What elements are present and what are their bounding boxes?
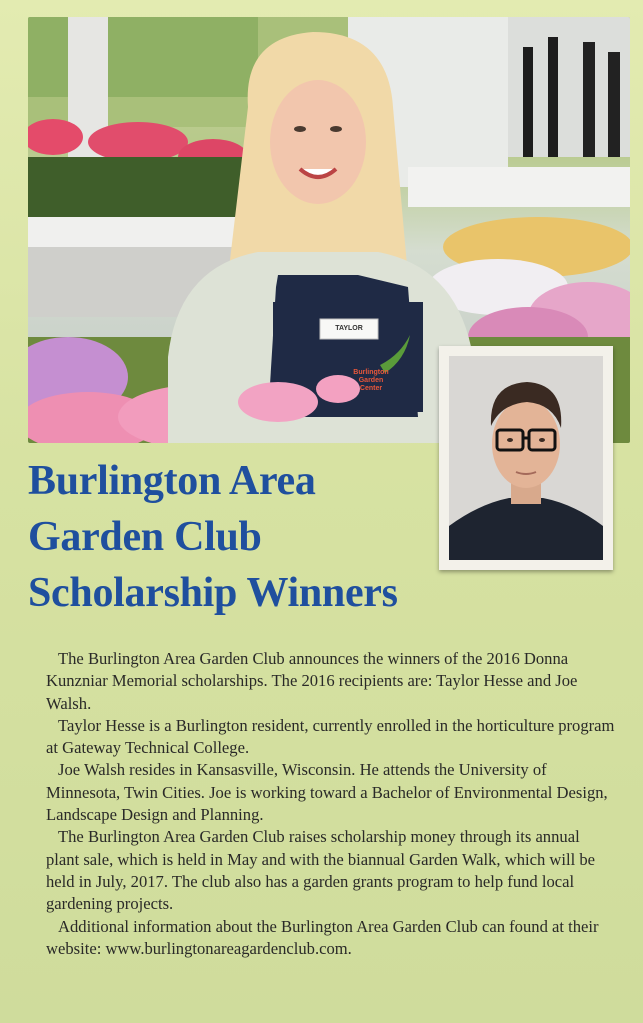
paragraph-announcement: The Burlington Area Garden Club announces the winners of the 2016 Donna Kunzniar Memorial scholarships. The 2016 recipients are: Taylor Hesse and Joe Walsh. [46, 649, 578, 713]
title-line: Burlington Area [28, 458, 316, 504]
title-line: Scholarship Winners [28, 570, 398, 616]
apron-logo-text: Burlington Garden Center [353, 369, 389, 392]
joe-photo [449, 356, 603, 560]
article-body [46, 648, 616, 960]
paragraph-fundraising: The Burlington Area Garden Club raises scholarship money through its annual plant sale, which is held in May and with the biannual Garden Walk, which will be held in July, 2017. The club also has a garden grants program to help fund local gardening projects. [46, 827, 596, 914]
paragraph-website: Additional information about the Burlington Area Garden Club can found at their website: www.burlingtonareagardenclub.com. [46, 916, 599, 958]
paragraph-joe: Joe Walsh resides in Kansasville, Wisconsin. He attends the University of Minnesota, Twin Cities. Joe is working toward a Bachelor of Environmental Design, Landscape Design and Planning. [46, 760, 608, 825]
paragraph-taylor: Taylor Hesse is a Burlington resident, currently enrolled in the horticulture program at Gateway Technical College. [46, 715, 615, 758]
joe-photo-frame [439, 346, 613, 570]
name-tag-text: TAYLOR [335, 325, 363, 332]
page-title [28, 453, 448, 621]
portrait-scene [449, 356, 603, 560]
title-line: Garden Club [28, 514, 262, 560]
